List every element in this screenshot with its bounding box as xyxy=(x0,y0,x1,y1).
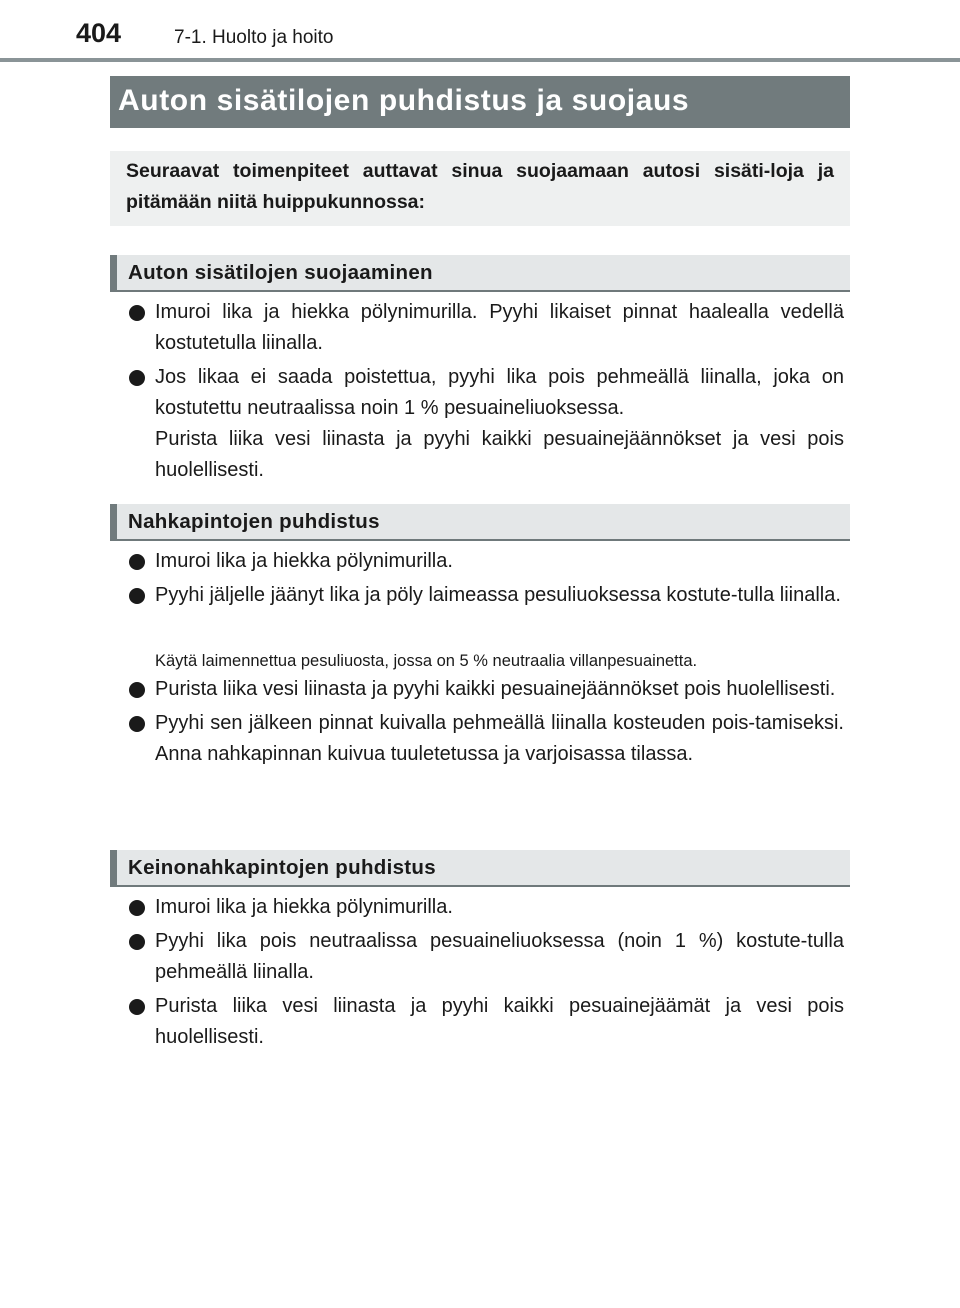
section-header-artificial-leather-cleaning xyxy=(110,850,850,887)
list-item-text: Pyyhi lika pois neutraalissa pesuaineliuoksessa (noin 1 %) kostute-tulla pehmeällä liinalla. xyxy=(155,930,844,983)
section-heading: Auton sisätilojen suojaaminen xyxy=(128,261,433,284)
list-item-text: Purista liika vesi liinasta ja pyyhi kaikki pesuainejäännökset pois huolellisesti. xyxy=(155,678,836,700)
bullet-icon xyxy=(129,716,145,732)
bullet-icon xyxy=(129,305,145,321)
bullet-list-interior-protection xyxy=(128,297,844,486)
list-item-text: Purista liika vesi liinasta ja pyyhi kaikki pesuainejäämät ja vesi pois huolellisesti. xyxy=(155,995,844,1048)
bullet-icon xyxy=(129,900,145,916)
list-item xyxy=(128,991,844,1053)
list-item-text: Imuroi lika ja hiekka pölynimurilla. xyxy=(155,550,453,572)
bullet-icon xyxy=(129,370,145,386)
list-item xyxy=(128,362,844,486)
list-item-continuation: Purista liika vesi liinasta ja pyyhi kaikki pesuainejäännökset ja vesi pois huolellisesti. xyxy=(155,428,844,481)
list-item-text: Imuroi lika ja hiekka pölynimurilla. Pyyhi likaiset pinnat haalealla vedellä kostutetulla liinalla. xyxy=(155,301,844,354)
list-item-text: Pyyhi jäljelle jäänyt lika ja pöly laimeassa pesuliuoksessa kostute-tulla liinalla. xyxy=(155,584,841,606)
bullet-icon xyxy=(129,554,145,570)
section-heading: Keinonahkapintojen puhdistus xyxy=(128,856,436,879)
section-marker xyxy=(110,255,117,290)
page-number: 404 xyxy=(76,18,122,48)
chapter-title: 7-1. Huolto ja hoito xyxy=(174,27,334,48)
section-marker xyxy=(110,504,117,539)
intro-box: Seuraavat toimenpiteet auttavat sinua suojaamaan autosi sisäti-loja ja pitämään niitä huippukunnossa: xyxy=(110,151,850,226)
page-title: Auton sisätilojen puhdistus ja suojaus xyxy=(110,76,850,128)
list-item xyxy=(128,892,844,923)
list-item xyxy=(128,708,844,770)
bullet-list-leather-cleaning-continued xyxy=(128,674,844,770)
note-text: Käytä laimennettua pesuliuosta, jossa on 5 % neutraalia villanpesuainetta. xyxy=(155,652,698,670)
section-heading: Nahkapintojen puhdistus xyxy=(128,510,380,533)
bullet-list-leather-cleaning xyxy=(128,546,844,611)
bullet-icon xyxy=(129,999,145,1015)
header-rule xyxy=(0,58,960,62)
list-item xyxy=(128,297,844,359)
list-item-text: Imuroi lika ja hiekka pölynimurilla. xyxy=(155,896,453,918)
list-item xyxy=(128,546,844,577)
bullet-icon xyxy=(129,588,145,604)
section-header-leather-cleaning xyxy=(110,504,850,541)
bullet-list-artificial-leather-cleaning xyxy=(128,892,844,1053)
section-header-interior-protection xyxy=(110,255,850,292)
list-item-text: Jos likaa ei saada poistettua, pyyhi lika pois pehmeällä liinalla, joka on kostutettu neutraalissa noin 1 % pesuaineliuoksessa. xyxy=(155,366,844,419)
list-item xyxy=(128,580,844,611)
list-item-text: Pyyhi sen jälkeen pinnat kuivalla pehmeällä liinalla kosteuden pois-tamiseksi. Anna nahkapinnan kuivua tuuletetussa ja varjoisassa tilassa. xyxy=(155,712,844,765)
section-marker xyxy=(110,850,117,885)
bullet-icon xyxy=(129,682,145,698)
bullet-icon xyxy=(129,934,145,950)
list-item xyxy=(128,926,844,988)
list-item xyxy=(128,674,844,705)
